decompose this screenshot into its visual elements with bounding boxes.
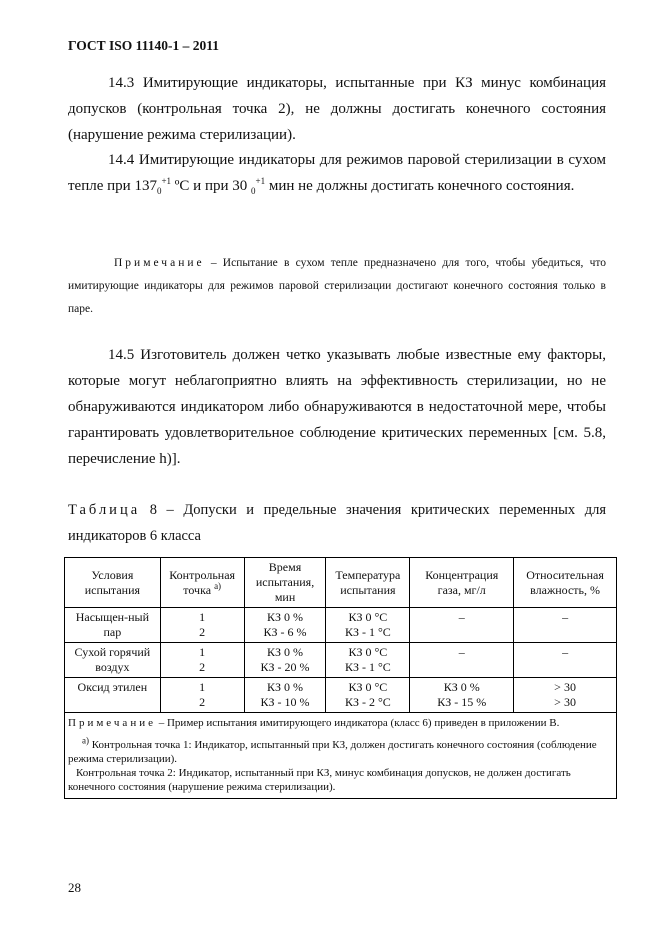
p14-4-sup2: +1 [255,176,266,186]
p14-4-part-c: мин не должны достигать конечного состояния. [265,178,575,194]
paragraph-14-3: 14.3 Имитирующие индикаторы, испытанные при КЗ минус комбинация допусков (контрольная точка 2), не должны достигать конечного состояния (нарушение режима стерилизации). [68,75,606,143]
p14-4-part-b: ºС и при 30 [171,178,252,194]
table-row [65,678,617,713]
cell-time: КЗ 0 % КЗ - 6 % [244,608,326,643]
cell-temp: КЗ 0 °С КЗ - 1 °С [326,643,410,678]
footnote-a-text: Контрольная точка 1: Индикатор, испытанный при КЗ, должен достигать конечного состояния (соблюдение режима стерилизации). [68,739,597,765]
table-note-text: – Пример испытания имитирующего индикатора (класс 6) приведен в приложении В. [155,717,560,729]
caption-text: 8 – Допуски и предельные значения критических переменных для индикаторов 6 класса [68,502,606,544]
cell-temp: КЗ 0 °С КЗ - 2 °С [326,678,410,713]
note-text: – Испытание в сухом тепле предназначено для того, чтобы убедиться, что имитирующие индикаторы для режимов паровой стерилизации достигают конечного состояния только в паре. [68,257,606,315]
note-dry-heat [68,252,606,321]
cell-condition: Оксид этилен [65,678,161,713]
paragraph-14-5: 14.5 Изготовитель должен четко указывать любые известные ему факторы, которые могут неблагоприятно влиять на эффективность стерилизации, но не обнаруживаются индикатором либо обнаруживаются в недостаточной мере, чтобы гарантировать удовлетворительное соблюдение критических переменных [см. 5.8, перечисление h)]. [68,347,606,467]
table-note [68,716,613,730]
cell-gas: КЗ 0 % КЗ - 15 % [410,678,514,713]
p14-4-sup1: +1 [161,176,172,186]
cell-points: 1 2 [160,643,244,678]
tolerances-table [64,557,617,799]
header-control-point-text: Контрольная точка [169,567,236,597]
cell-time: КЗ 0 % КЗ - 20 % [244,643,326,678]
p14-4-part-a: 14.4 Имитирующие индикаторы для режимов паровой стерилизации в сухом тепле при 137 [68,152,606,194]
p14-4-sub2: 0 [251,186,256,196]
cell-humidity: – [514,643,617,678]
cell-temp: КЗ 0 °С КЗ - 1 °С [326,608,410,643]
page-number: 28 [68,880,81,895]
cell-condition: Насыщен-ный пар [65,608,161,643]
header-time: Время испытания, мин [244,558,326,608]
header-footnote-mark: а) [214,580,222,591]
header-temperature: Температура испытания [326,558,410,608]
footnote-b: Контрольная точка 2: Индикатор, испытанный при КЗ, минус комбинация допусков, не должен достигать конечного состояния (нарушение режима стерилизации). [68,767,571,793]
note-label: Примечание [114,257,205,269]
cell-points: 1 2 [160,678,244,713]
p14-4-sub1: 0 [156,186,162,196]
table-note-label: Примечание [68,717,156,729]
paragraph-14-4 [68,147,606,199]
header-control-point [160,558,244,608]
cell-gas: – [410,608,514,643]
table-footnotes [65,713,617,799]
cell-gas: – [410,643,514,678]
footnote-a-mark: а) [82,735,89,746]
cell-time: КЗ 0 % КЗ - 10 % [244,678,326,713]
header-humidity: Относительная влажность, % [514,558,617,608]
cell-points: 1 2 [160,608,244,643]
cell-humidity: – [514,608,617,643]
header-gas-concentration: Концентрация газа, мг/л [410,558,514,608]
table-header-row [65,558,617,608]
cell-humidity: > 30 > 30 [514,678,617,713]
cell-condition: Сухой горячий воздух [65,643,161,678]
document-header: ГОСТ ISO 11140-1 – 2011 [68,38,219,53]
table-row [65,643,617,678]
table-footnotes-row [65,713,617,799]
table-caption [68,497,606,549]
header-conditions: Условия испытания [65,558,161,608]
caption-label: Таблица [68,502,141,518]
table-row [65,608,617,643]
footnote-a [68,735,613,766]
